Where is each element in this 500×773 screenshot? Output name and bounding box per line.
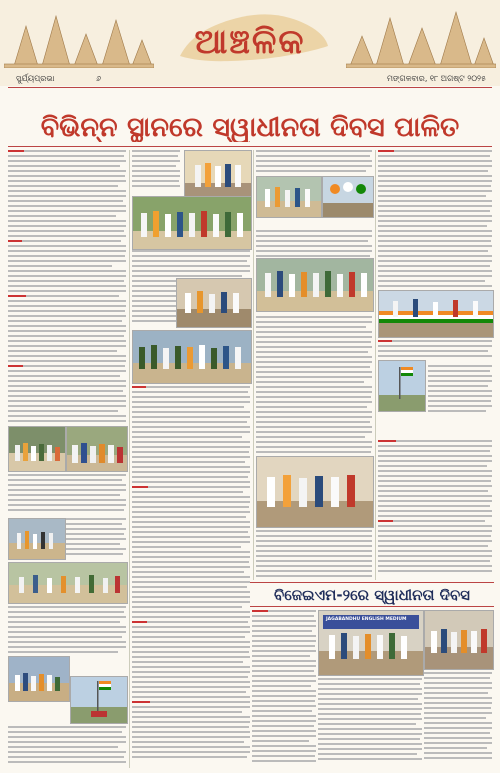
- page-number: ୬: [96, 74, 102, 83]
- photo-students-group: [424, 610, 494, 670]
- section-title: ଆଞ୍ଚଳିକ: [194, 22, 306, 62]
- column-divider: [129, 150, 130, 768]
- photo-parade: [8, 562, 128, 604]
- photo-officials-stage: [256, 456, 374, 528]
- sub-story-text-1: [252, 610, 316, 768]
- brand-name: ସୁର୍ଯ୍ୟପ୍ରଭା: [16, 74, 55, 83]
- photo-flag-pole: [70, 676, 128, 724]
- article-text-column-1e: [8, 726, 126, 766]
- divider: [250, 606, 494, 607]
- date-line: ମଙ୍ଗଳବାର, ୧୮ ଅଗଷ୍ଟ ୨୦୨୫: [386, 74, 486, 83]
- column-divider: [375, 150, 376, 580]
- photo-officials-group: [132, 196, 252, 250]
- column-divider: [253, 150, 254, 580]
- photo-stage-event: [176, 278, 252, 328]
- article-text-column-3b: [256, 530, 372, 580]
- photo-dignitaries-salute: [184, 150, 252, 200]
- photo-flag-hoisting-2: [66, 426, 128, 472]
- divider: [8, 87, 492, 88]
- main-headline: ବିଭିନ୍ନ ସ୍ଥାନରେ ସ୍ୱାଧୀନତା ଦିବସ ପାଳିତ: [40, 112, 460, 142]
- photo-tricolor-balloons: [322, 176, 374, 218]
- photo-tricolor-banner: [378, 290, 494, 338]
- info-bar: [0, 72, 500, 85]
- photo-flag-hoisting-3: [256, 176, 322, 218]
- article-text-column-1c: [66, 518, 126, 558]
- divider: [8, 146, 492, 147]
- photo-flag-pole-2: [378, 360, 426, 412]
- photo-guard-of-honour: [132, 330, 252, 384]
- photo-flag-hoisting-1: [8, 426, 66, 472]
- article-text-column-2b: [132, 386, 250, 766]
- photo-school-children: [8, 656, 70, 702]
- photo-students-assembly: [256, 258, 374, 312]
- sub-headline: ବିଜେଇଏମ-୨ରେ ସ୍ୱାଧୀନତା ଦିବସ: [274, 586, 470, 604]
- divider: [250, 582, 494, 583]
- masthead: [0, 0, 500, 86]
- sub-story-text-3: [424, 672, 492, 768]
- school-banner-text: JAGABANDHU ENGLISH MEDIUM: [326, 617, 407, 622]
- sub-story-text-2: [318, 678, 422, 768]
- photo-ceremony-1: [8, 518, 66, 560]
